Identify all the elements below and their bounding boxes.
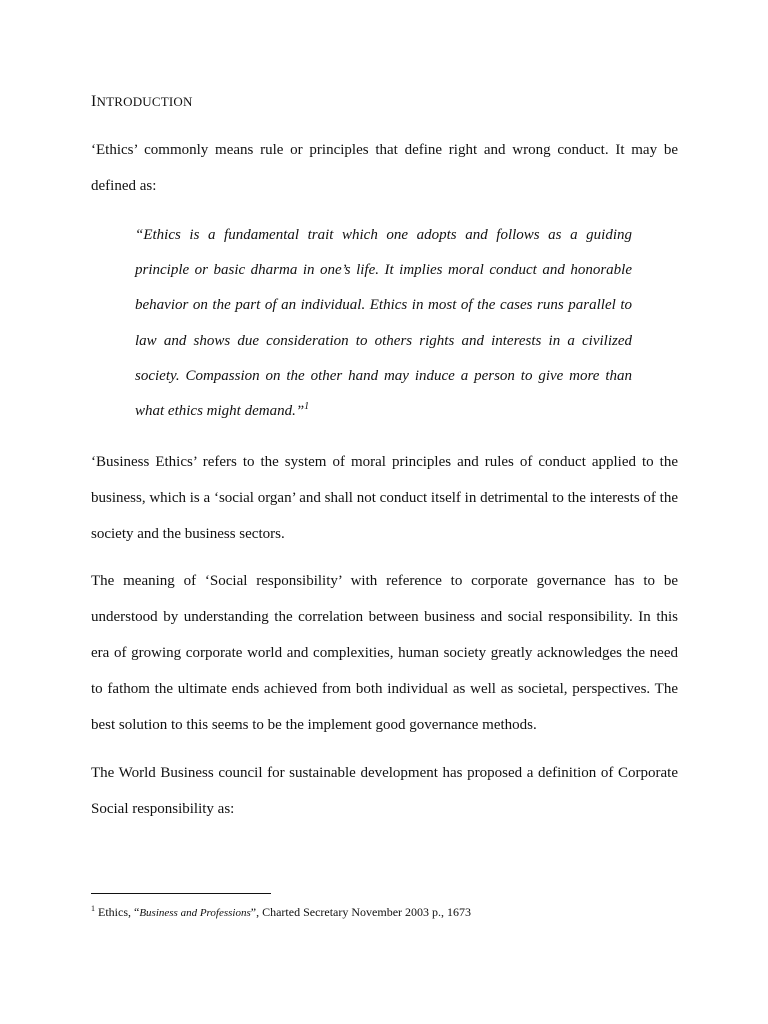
paragraph-business-ethics: ‘Business Ethics’ refers to the system of moral principles and rules of conduct applied to the business, which is a ‘social organ’ and shall not conduct itself in detrimental to the interests of the society and the business sectors. [91,454,678,542]
section-heading [91,93,193,111]
heading-rest: NTRODUCTION [96,94,193,109]
footnote-reference[interactable]: 1 [304,401,310,413]
footnote-mark: 1 [91,904,95,913]
paragraph-wbcsd: The World Business council for sustainable development has proposed a definition of Corporate Social responsibility as: [91,765,678,817]
heading-initial: I [91,93,97,110]
paragraph-ethics-intro: ‘Ethics’ commonly means rule or principles that define right and wrong conduct. It may be defined as: [91,142,678,194]
footnote [91,901,471,921]
paragraph-social-responsibility: The meaning of ‘Social responsibility’ with reference to corporate governance has to be understood by understanding the correlation between business and social responsibility. In this era of growing corporate world and complexities, human society greatly acknowledges the need to fathom the ultimate ends achieved from both individual as well as societal, perspectives. The best solution to this seems to be the implement good governance methods. [91,573,678,733]
block-quote [135,218,632,429]
footnote-prefix: Ethics, “ [95,905,140,919]
footnote-title: Business and Professions [139,907,251,919]
footnote-separator [91,893,271,894]
quote-text: “Ethics is a fundamental trait which one adopts and follows as a guiding principle or basic dharma in one’s life. It implies moral conduct and honorable behavior on the part of an individual. Ethics in most of the cases runs parallel to law and shows due consideration to others rights and interests in a civilized society. Compassion on the other hand may induce a person to give more than what ethics might demand.” [135,227,632,420]
footnote-suffix: ”, Charted Secretary November 2003 p., 1673 [250,905,472,919]
